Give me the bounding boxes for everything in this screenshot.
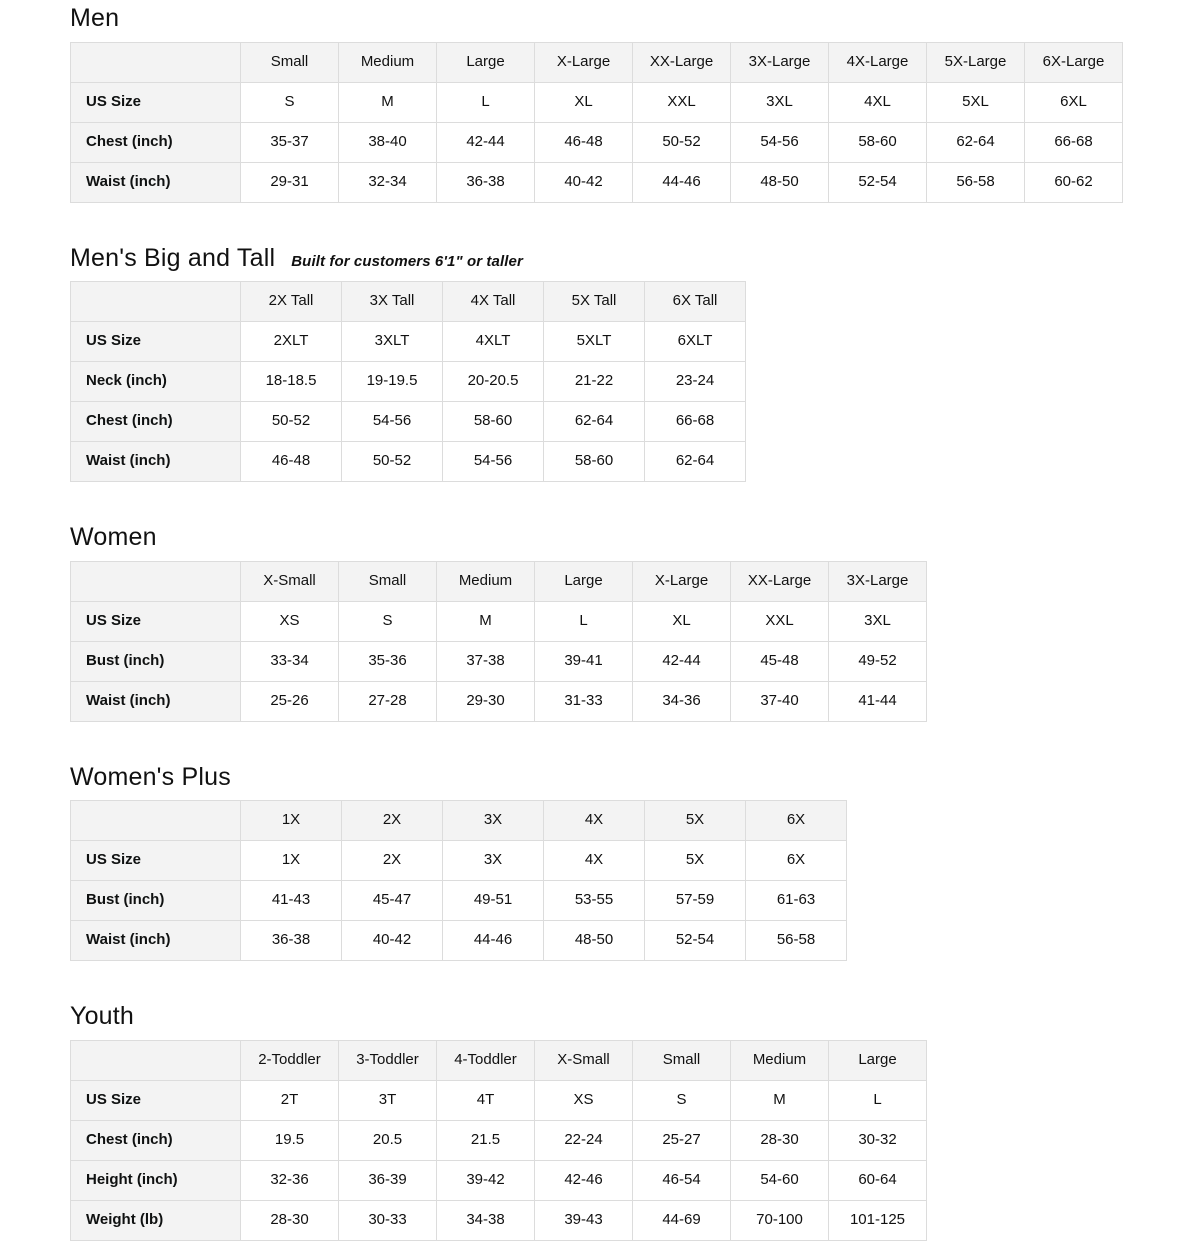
corner-cell — [71, 1040, 241, 1080]
size-cell: L — [829, 1080, 927, 1120]
column-header: Large — [829, 1040, 927, 1080]
size-cell: 52-54 — [829, 162, 927, 202]
section-title-womens-plus: Women's Plus — [70, 762, 231, 791]
size-cell: 45-48 — [731, 641, 829, 681]
size-cell: 61-63 — [746, 881, 847, 921]
size-cell: 35-37 — [241, 122, 339, 162]
size-cell: 18-18.5 — [241, 362, 342, 402]
size-table-youth — [70, 1040, 927, 1241]
size-cell: 53-55 — [544, 881, 645, 921]
size-cell: 32-36 — [241, 1160, 339, 1200]
size-cell: 21.5 — [437, 1120, 535, 1160]
size-cell: 50-52 — [633, 122, 731, 162]
size-cell: 36-38 — [241, 921, 342, 961]
column-header: 3X Tall — [342, 282, 443, 322]
size-cell: L — [437, 82, 535, 122]
size-cell: XL — [633, 601, 731, 641]
size-cell: 34-38 — [437, 1200, 535, 1240]
row-label: Chest (inch) — [71, 1120, 241, 1160]
size-cell: 3T — [339, 1080, 437, 1120]
size-cell: 46-48 — [535, 122, 633, 162]
column-header: XX-Large — [633, 42, 731, 82]
column-header: 4X-Large — [829, 42, 927, 82]
size-cell: 4XLT — [443, 322, 544, 362]
size-cell: 28-30 — [241, 1200, 339, 1240]
header-row — [71, 42, 1123, 82]
table-row — [71, 1160, 927, 1200]
size-cell: 6XLT — [645, 322, 746, 362]
row-label: US Size — [71, 841, 241, 881]
column-header: Large — [535, 561, 633, 601]
size-cell: 3XL — [829, 601, 927, 641]
size-table-men — [70, 42, 1123, 203]
size-cell: 3XLT — [342, 322, 443, 362]
size-cell: 19.5 — [241, 1120, 339, 1160]
size-cell: 1X — [241, 841, 342, 881]
column-header: 5X-Large — [927, 42, 1025, 82]
size-cell: 5X — [645, 841, 746, 881]
size-cell: 3X — [443, 841, 544, 881]
row-label: Bust (inch) — [71, 641, 241, 681]
size-cell: 45-47 — [342, 881, 443, 921]
size-cell: 54-56 — [731, 122, 829, 162]
size-cell: 42-44 — [633, 641, 731, 681]
size-cell: 20.5 — [339, 1120, 437, 1160]
size-cell: 6XL — [1025, 82, 1123, 122]
size-cell: 22-24 — [535, 1120, 633, 1160]
size-cell: 38-40 — [339, 122, 437, 162]
size-cell: 6X — [746, 841, 847, 881]
size-cell: 4T — [437, 1080, 535, 1120]
size-cell: 30-33 — [339, 1200, 437, 1240]
size-cell: 5XL — [927, 82, 1025, 122]
header-row — [71, 801, 847, 841]
table-row — [71, 921, 847, 961]
column-header: XX-Large — [731, 561, 829, 601]
row-label: Waist (inch) — [71, 921, 241, 961]
corner-cell — [71, 801, 241, 841]
size-cell: 49-52 — [829, 641, 927, 681]
column-header: 2X Tall — [241, 282, 342, 322]
size-cell: 3XL — [731, 82, 829, 122]
size-cell: 2T — [241, 1080, 339, 1120]
size-table-womens-plus — [70, 800, 847, 961]
table-row — [71, 162, 1123, 202]
row-label: Chest (inch) — [71, 122, 241, 162]
size-cell: 31-33 — [535, 681, 633, 721]
column-header: Small — [633, 1040, 731, 1080]
size-cell: M — [731, 1080, 829, 1120]
size-cell: 62-64 — [544, 402, 645, 442]
size-cell: 49-51 — [443, 881, 544, 921]
size-cell: 4XL — [829, 82, 927, 122]
size-cell: 25-27 — [633, 1120, 731, 1160]
table-row — [71, 122, 1123, 162]
size-cell: 58-60 — [443, 402, 544, 442]
row-label: US Size — [71, 601, 241, 641]
size-table-women — [70, 561, 927, 722]
size-cell: 54-56 — [342, 402, 443, 442]
column-header: Large — [437, 42, 535, 82]
section-title-men: Men — [70, 4, 120, 32]
size-cell: 66-68 — [1025, 122, 1123, 162]
size-cell: 2X — [342, 841, 443, 881]
size-cell: 20-20.5 — [443, 362, 544, 402]
column-header: Small — [339, 561, 437, 601]
size-cell: S — [633, 1080, 731, 1120]
row-label: Chest (inch) — [71, 402, 241, 442]
column-header: 2X — [342, 801, 443, 841]
size-cell: 50-52 — [342, 442, 443, 482]
size-table-mens-big-and-tall — [70, 281, 746, 482]
section-womens-plus — [70, 764, 1200, 962]
column-header: 6X — [746, 801, 847, 841]
header-row — [71, 1040, 927, 1080]
size-cell: 35-36 — [339, 641, 437, 681]
size-cell: 58-60 — [544, 442, 645, 482]
size-cell: 48-50 — [544, 921, 645, 961]
size-cell: 37-38 — [437, 641, 535, 681]
size-cell: 37-40 — [731, 681, 829, 721]
row-label: US Size — [71, 1080, 241, 1120]
column-header: 4-Toddler — [437, 1040, 535, 1080]
size-cell: 29-31 — [241, 162, 339, 202]
column-header: 6X Tall — [645, 282, 746, 322]
column-header: 6X-Large — [1025, 42, 1123, 82]
column-header: Medium — [339, 42, 437, 82]
table-row — [71, 1200, 927, 1240]
size-cell: 60-62 — [1025, 162, 1123, 202]
size-cell: 48-50 — [731, 162, 829, 202]
size-cell: 42-46 — [535, 1160, 633, 1200]
section-title-mens-big-and-tall: Men's Big and Tall Built for customers 6'1" or taller — [70, 243, 523, 272]
size-cell: 54-56 — [443, 442, 544, 482]
size-cell: S — [241, 82, 339, 122]
row-label: Waist (inch) — [71, 681, 241, 721]
corner-cell — [71, 42, 241, 82]
table-row — [71, 881, 847, 921]
row-label: Weight (lb) — [71, 1200, 241, 1240]
column-header: 5X — [645, 801, 746, 841]
size-cell: 101-125 — [829, 1200, 927, 1240]
size-cell: XS — [535, 1080, 633, 1120]
table-row — [71, 362, 746, 402]
column-header: Small — [241, 42, 339, 82]
section-subtitle-mens-big-and-tall: Built for customers 6'1" or taller — [291, 252, 523, 270]
size-cell: 56-58 — [927, 162, 1025, 202]
column-header: X-Large — [633, 561, 731, 601]
column-header: X-Large — [535, 42, 633, 82]
size-cell: 54-60 — [731, 1160, 829, 1200]
size-cell: 36-39 — [339, 1160, 437, 1200]
row-label: Neck (inch) — [71, 362, 241, 402]
size-cell: 34-36 — [633, 681, 731, 721]
table-row — [71, 841, 847, 881]
size-cell: 29-30 — [437, 681, 535, 721]
table-row — [71, 681, 927, 721]
table-row — [71, 641, 927, 681]
corner-cell — [71, 282, 241, 322]
size-cell: 46-48 — [241, 442, 342, 482]
column-header: Medium — [437, 561, 535, 601]
size-cell: 70-100 — [731, 1200, 829, 1240]
row-label: Height (inch) — [71, 1160, 241, 1200]
size-cell: 56-58 — [746, 921, 847, 961]
size-cell: XXL — [731, 601, 829, 641]
size-cell: 30-32 — [829, 1120, 927, 1160]
size-cell: M — [437, 601, 535, 641]
size-cell: 4X — [544, 841, 645, 881]
size-cell: S — [339, 601, 437, 641]
column-header: Medium — [731, 1040, 829, 1080]
size-cell: XXL — [633, 82, 731, 122]
size-cell: XL — [535, 82, 633, 122]
size-cell: 39-42 — [437, 1160, 535, 1200]
column-header: 3X — [443, 801, 544, 841]
size-cell: L — [535, 601, 633, 641]
size-cell: 39-41 — [535, 641, 633, 681]
column-header: 3X-Large — [829, 561, 927, 601]
table-row — [71, 82, 1123, 122]
row-label: US Size — [71, 82, 241, 122]
size-cell: 41-44 — [829, 681, 927, 721]
section-women — [70, 524, 1200, 722]
size-cell: 52-54 — [645, 921, 746, 961]
column-header: 4X — [544, 801, 645, 841]
size-cell: 66-68 — [645, 402, 746, 442]
size-cell: 46-54 — [633, 1160, 731, 1200]
size-cell: 41-43 — [241, 881, 342, 921]
size-cell: XS — [241, 601, 339, 641]
column-header: 3-Toddler — [339, 1040, 437, 1080]
size-cell: 62-64 — [645, 442, 746, 482]
column-header: 1X — [241, 801, 342, 841]
table-row — [71, 402, 746, 442]
size-cell: M — [339, 82, 437, 122]
size-cell: 25-26 — [241, 681, 339, 721]
size-cell: 50-52 — [241, 402, 342, 442]
size-cell: 40-42 — [342, 921, 443, 961]
size-cell: 23-24 — [645, 362, 746, 402]
size-cell: 40-42 — [535, 162, 633, 202]
size-cell: 32-34 — [339, 162, 437, 202]
size-cell: 39-43 — [535, 1200, 633, 1240]
size-cell: 60-64 — [829, 1160, 927, 1200]
column-header: X-Small — [241, 561, 339, 601]
row-label: Waist (inch) — [71, 162, 241, 202]
size-cell: 5XLT — [544, 322, 645, 362]
table-row — [71, 601, 927, 641]
section-youth — [70, 1003, 1200, 1241]
column-header: 4X Tall — [443, 282, 544, 322]
size-cell: 28-30 — [731, 1120, 829, 1160]
size-cell: 19-19.5 — [342, 362, 443, 402]
size-cell: 21-22 — [544, 362, 645, 402]
size-cell: 42-44 — [437, 122, 535, 162]
column-header: X-Small — [535, 1040, 633, 1080]
table-row — [71, 1120, 927, 1160]
size-cell: 36-38 — [437, 162, 535, 202]
size-cell: 44-46 — [443, 921, 544, 961]
table-row — [71, 322, 746, 362]
row-label: Bust (inch) — [71, 881, 241, 921]
column-header: 5X Tall — [544, 282, 645, 322]
size-cell: 44-69 — [633, 1200, 731, 1240]
section-title-youth: Youth — [70, 1002, 135, 1030]
size-cell: 33-34 — [241, 641, 339, 681]
row-label: Waist (inch) — [71, 442, 241, 482]
size-cell: 58-60 — [829, 122, 927, 162]
column-header: 2-Toddler — [241, 1040, 339, 1080]
header-row — [71, 561, 927, 601]
header-row — [71, 282, 746, 322]
column-header: 3X-Large — [731, 42, 829, 82]
section-title-women: Women — [70, 523, 157, 551]
size-cell: 44-46 — [633, 162, 731, 202]
table-row — [71, 1080, 927, 1120]
section-men — [70, 5, 1200, 203]
size-cell: 62-64 — [927, 122, 1025, 162]
size-cell: 57-59 — [645, 881, 746, 921]
corner-cell — [71, 561, 241, 601]
size-cell: 27-28 — [339, 681, 437, 721]
row-label: US Size — [71, 322, 241, 362]
section-mens-big-and-tall — [70, 245, 1200, 483]
table-row — [71, 442, 746, 482]
size-cell: 2XLT — [241, 322, 342, 362]
